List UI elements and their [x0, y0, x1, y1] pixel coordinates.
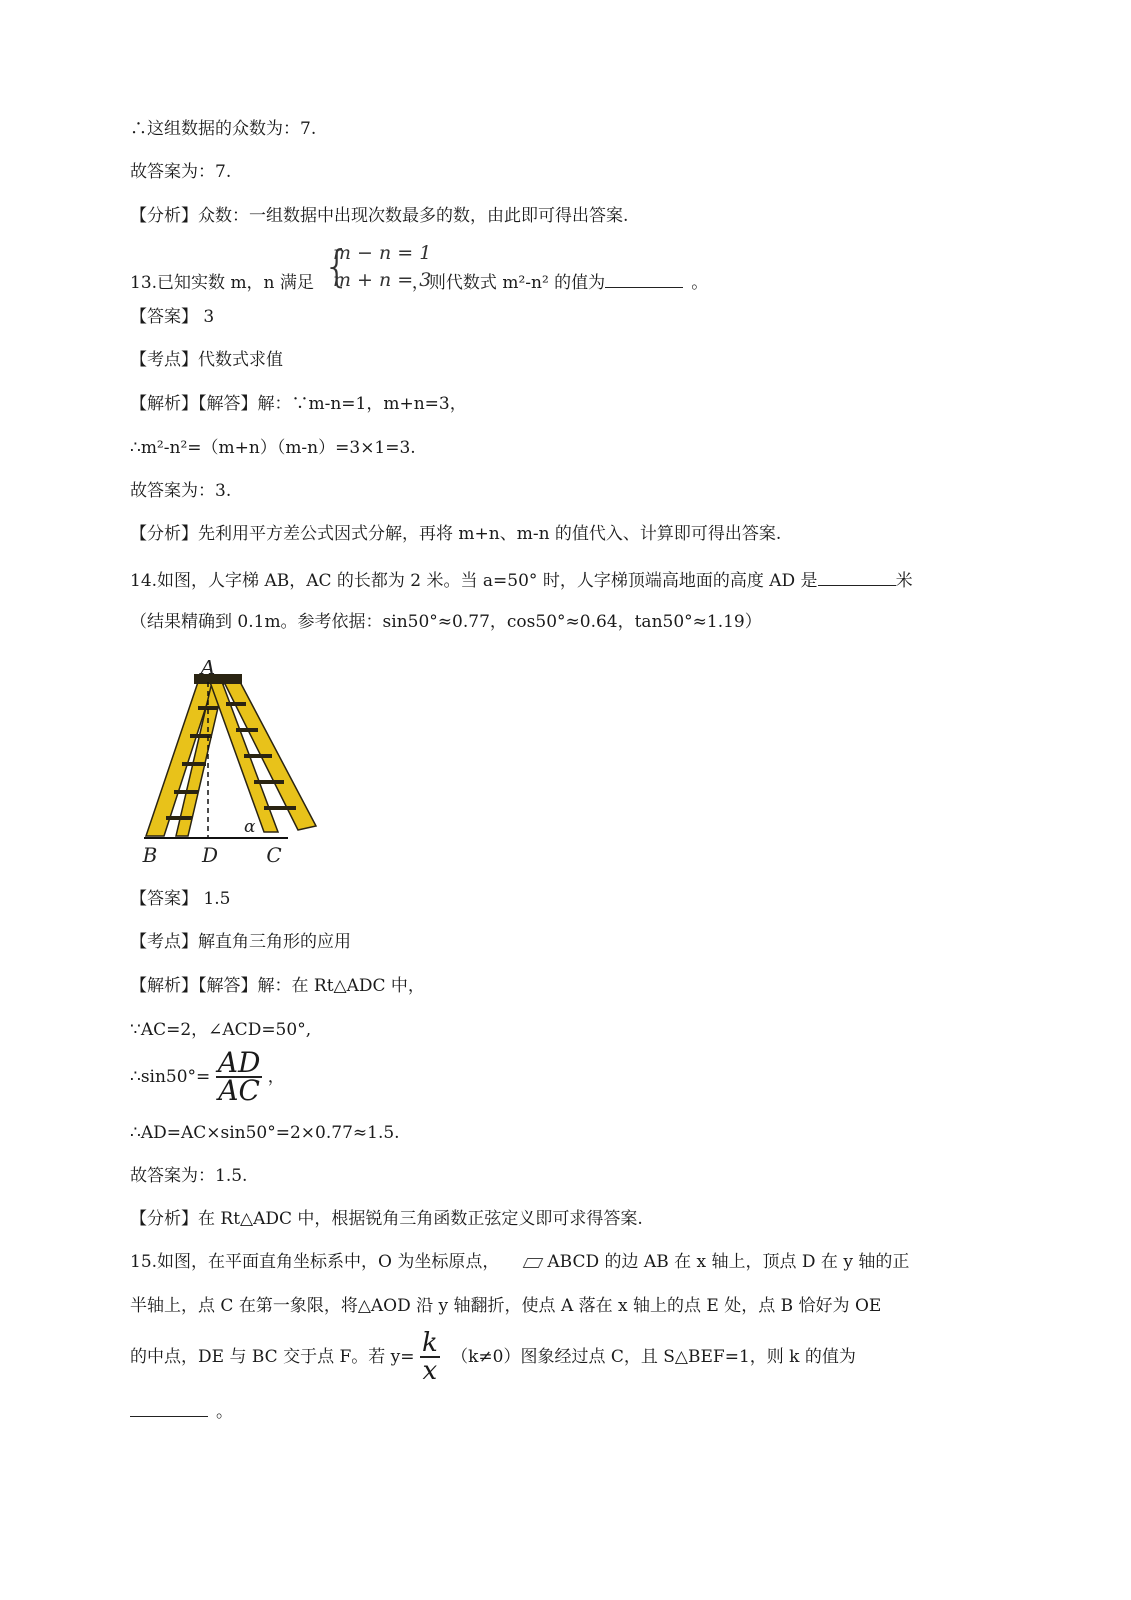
text-line: ∴这组数据的众数为：7.	[130, 119, 317, 139]
question-15-line2: 半轴上，点 C 在第一象限，将△AOD 沿 y 轴翻折，使点 A 落在 x 轴上的点 E 处，点 B 恰好为 OE	[130, 1296, 882, 1316]
equation-1: m − n = 1	[333, 242, 432, 264]
ladder-svg	[138, 660, 328, 870]
answer-line: 【答案】 3	[130, 307, 215, 327]
answer-blank[interactable]	[605, 269, 683, 288]
label-d: D	[201, 843, 219, 867]
q15-end: 。	[216, 1402, 233, 1422]
solution-line: ∵AC=2，∠ACD=50°,	[130, 1020, 312, 1040]
q13-suffix: ，则代数式 m²-n² 的值为	[411, 273, 606, 293]
solution-line: ∴m²-n²=（m+n）（m-n）=3×1=3.	[130, 438, 416, 458]
topic-line: 【考点】代数式求值	[130, 350, 283, 370]
ladder-figure	[138, 660, 328, 870]
q13-end: 。	[691, 273, 709, 293]
question-15	[130, 1251, 909, 1273]
solution-line: 【解析】【解答】解：在 Rt△ADC 中，	[130, 976, 425, 996]
answer-blank[interactable]	[130, 1398, 208, 1417]
label-c: C	[266, 843, 282, 867]
q15-suffix: ABCD 的边 AB 在 x 轴上，顶点 D 在 y 轴的正	[547, 1252, 910, 1272]
q14-text: 14.如图，人字梯 AB，AC 的长都为 2 米。当 a=50° 时，人字梯顶端高地面的高度 AD 是	[130, 571, 818, 591]
q15c-suffix: （k≠0）图象经过点 C，且 S△BEF=1，则 k 的值为	[451, 1347, 856, 1367]
label-b: B	[142, 843, 158, 867]
sin-suffix: ，	[267, 1067, 285, 1087]
text-line: 故答案为：3.	[130, 481, 232, 501]
fraction-numerator: k	[421, 1328, 438, 1358]
solution-line: ∴AD=AC×sin50°=2×0.77≈1.5.	[130, 1123, 400, 1143]
fraction-denominator: x	[422, 1356, 438, 1386]
text-line: 【分析】众数：一组数据中出现次数最多的数，由此即可得出答案.	[130, 206, 629, 226]
q15c-prefix: 的中点，DE 与 BC 交于点 F。若 y=	[130, 1347, 415, 1367]
fraction-k-x	[420, 1330, 440, 1384]
equation-2: m + n = 3	[333, 269, 432, 291]
answer-line: 【答案】 1.5	[130, 889, 231, 909]
text-line: 故答案为：7.	[130, 162, 232, 182]
text-line: 故答案为：1.5.	[130, 1166, 248, 1186]
solution-line: 【解析】【解答】解：∵m-n=1，m+n=3，	[130, 394, 467, 414]
label-a: A	[200, 660, 216, 679]
question-15-line3	[130, 1330, 856, 1384]
fraction-denominator: AC	[218, 1074, 260, 1107]
solution-line	[130, 1046, 285, 1107]
sin-prefix: ∴sin50°=	[130, 1067, 211, 1087]
analysis-line: 【分析】在 Rt△ADC 中，根据锐角三角函数正弦定义即可求得答案.	[130, 1209, 643, 1229]
parallelogram-icon	[523, 1258, 544, 1268]
question-14-note: （结果精确到 0.1m。参考依据：sin50°≈0.77，cos50°≈0.64，tan50°≈1.19）	[130, 612, 762, 632]
fraction-ad-ac	[216, 1046, 263, 1107]
answer-blank[interactable]	[818, 567, 896, 586]
question-14	[130, 567, 913, 592]
analysis-line: 【分析】先利用平方差公式因式分解，再将 m+n、m-n 的值代入、计算即可得出答案.	[130, 524, 782, 544]
label-alpha: α	[244, 817, 256, 837]
question-13	[130, 269, 708, 294]
question-15-line4	[130, 1398, 233, 1423]
fraction-numerator: AD	[217, 1046, 261, 1079]
topic-line: 【考点】解直角三角形的应用	[130, 932, 351, 952]
q15-prefix: 15.如图，在平面直角坐标系中，O 为坐标原点，	[130, 1252, 500, 1272]
q14-unit: 米	[895, 571, 913, 591]
brace-icon: {	[323, 241, 351, 292]
q13-prefix: 13.已知实数 m，n 满足	[130, 273, 314, 293]
